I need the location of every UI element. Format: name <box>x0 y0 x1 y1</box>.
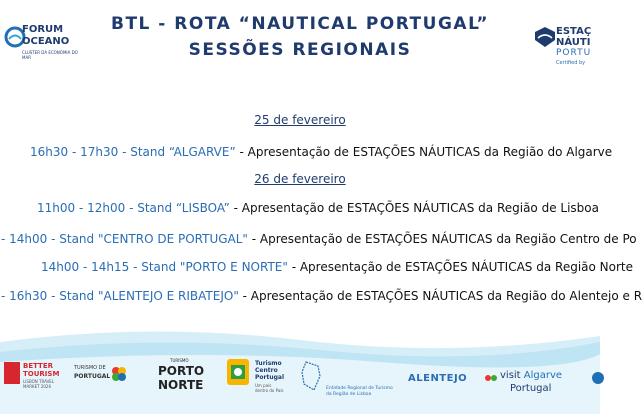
pn-text-3: NORTE <box>158 378 204 392</box>
btl-text-1: BETTER <box>23 362 53 370</box>
date-25-feb: 25 de fevereiro <box>254 113 346 127</box>
btl-text-3: LISBON TRAVEL <box>23 379 55 384</box>
lisboa-region-logo <box>300 360 425 404</box>
oceano-text: OCEANO <box>22 36 70 47</box>
algarve-name: Algarve <box>523 370 563 381</box>
forum-sub: CLUSTER DA ECONOMIA DO MAR <box>22 50 78 60</box>
forum-text: FORUM <box>22 24 64 35</box>
algarve-portugal: Portugal <box>510 383 552 394</box>
session-norte <box>41 260 633 274</box>
session-time-stand: 14h00 - 14h15 - Stand "PORTO E NORTE" <box>41 260 288 274</box>
nauti-text: NÁUTI <box>556 37 591 48</box>
session-centro <box>1 232 637 246</box>
session-desc: - Apresentação de ESTAÇÕES NÁUTICAS da Região do Alentejo e R <box>238 289 642 303</box>
tp-text-1: TURISMO DE <box>74 365 106 371</box>
pn-text-1: TURISMO <box>170 358 189 363</box>
algarve-mark-icon <box>484 372 498 384</box>
cp-text-5: dentro do País <box>255 388 284 393</box>
portu-text: PORTU <box>556 48 592 58</box>
session-desc: - Apresentação de ESTAÇÕES NÁUTICAS da Região Norte <box>287 260 634 274</box>
estac-text: ESTAÇ <box>556 26 592 37</box>
pn-text-2: PORTO <box>158 364 205 378</box>
algarve-visit: visit <box>500 370 521 381</box>
alentejo-text: ALENTEJO <box>408 373 468 384</box>
alentejo-logo <box>408 373 474 393</box>
porto-norte-logo <box>152 358 208 402</box>
page-subtitle: SESSÕES REGIONAIS <box>188 40 412 60</box>
cp-text-4: Um país <box>255 383 272 388</box>
centro-mark-icon <box>225 357 251 387</box>
session-time-stand: - 16h30 - Stand "ALENTEJO E RIBATEJO" <box>1 289 239 303</box>
session-time-stand: 16h30 - 17h30 - Stand “ALGARVE” <box>30 145 236 159</box>
cp-text-3: Portugal <box>255 374 285 381</box>
turismo-portugal-logo <box>74 365 134 401</box>
btl-mark-icon <box>4 362 20 384</box>
session-desc: - Apresentação de ESTAÇÕES NÁUTICAS da Região de Lisboa <box>229 201 599 215</box>
date-26-feb: 26 de fevereiro <box>254 172 346 186</box>
lisboa-map-icon <box>300 360 324 392</box>
tp-text-2: PORTUGAL <box>74 373 111 380</box>
nautical-shield-icon <box>534 26 556 48</box>
better-tourism-logo <box>4 362 64 402</box>
estacoes-nauticas-logo <box>534 22 600 66</box>
session-time-stand: - 14h00 - Stand "CENTRO DE PORTUGAL" <box>1 232 248 246</box>
certified-text: Certified by <box>556 60 586 66</box>
lisboa-text-2: da Região de Lisboa <box>326 392 372 397</box>
session-time-stand: 11h00 - 12h00 - Stand “LISBOA” <box>37 201 230 215</box>
visit-algarve-logo <box>484 370 574 402</box>
session-desc: - Apresentação de ESTAÇÕES NÁUTICAS da Região do Algarve <box>235 145 613 159</box>
cp-text-1: Turismo <box>255 360 282 367</box>
lisboa-text-1: Entidade Regional de Turismo <box>326 386 393 391</box>
session-lisboa <box>37 201 599 215</box>
btl-text-2: TOURISM <box>23 370 60 378</box>
session-desc: - Apresentação de ESTAÇÕES NÁUTICAS da Região Centro de Po <box>247 232 637 246</box>
tp-flower-icon <box>110 365 128 383</box>
btl-text-4: MARKET 2026 <box>23 384 52 389</box>
session-alentejo <box>1 289 642 303</box>
partial-logo-icon <box>588 371 600 385</box>
centro-portugal-logo <box>225 355 291 403</box>
session-algarve <box>30 145 612 159</box>
page-title: BTL - ROTA “NAUTICAL PORTUGAL” <box>111 14 489 34</box>
partial-logo <box>588 370 600 384</box>
cp-text-2: Centro <box>255 367 278 374</box>
algarve-line <box>500 370 562 381</box>
